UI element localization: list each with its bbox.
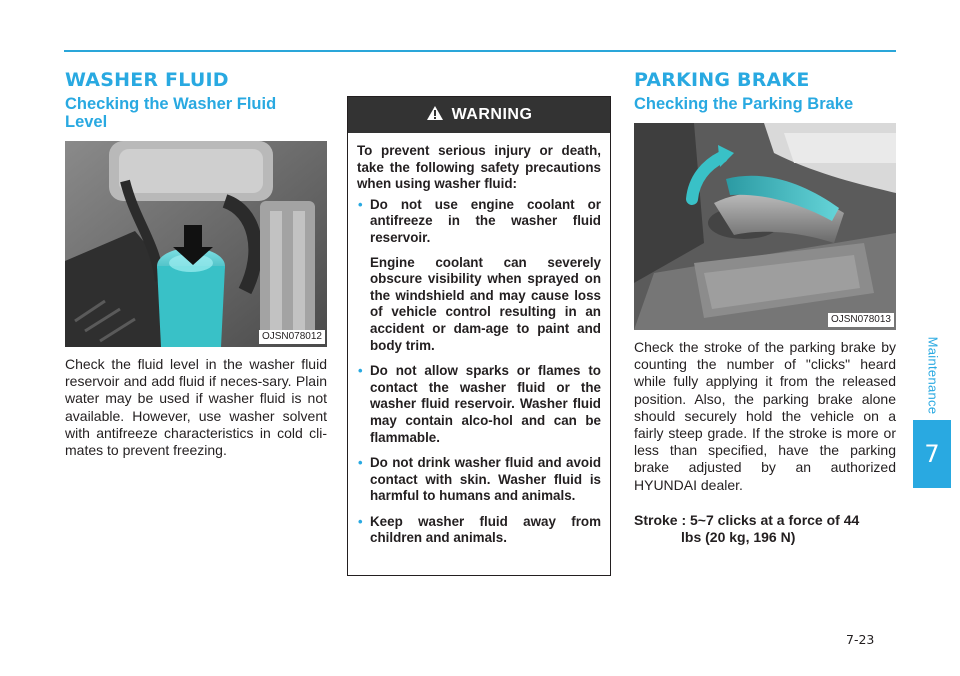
- stroke-spec: [634, 512, 896, 546]
- warning-item-text: Do not use engine coolant or antifreeze in the washer fluid reservoir.: [370, 196, 601, 245]
- warning-item: [357, 363, 601, 446]
- warning-item-text: Do not drink washer fluid and avoid contact with skin. Washer fluid is harmful to humans and animals.: [370, 455, 601, 504]
- chapter-tab: 7: [913, 420, 951, 488]
- subsection-title-parking-brake: Checking the Parking Brake: [634, 95, 854, 113]
- bullet-icon: •: [358, 196, 363, 212]
- photo-code: OJSN078013: [828, 313, 894, 327]
- page-number: 7-23: [846, 632, 875, 647]
- warning-item: [357, 455, 601, 505]
- warning-triangle-icon: [426, 105, 444, 126]
- warning-intro: To prevent serious injury or death, take the following safety precautions when using washer fluid:: [357, 143, 601, 192]
- section-title-washer-fluid: WASHER FLUID: [65, 69, 229, 91]
- warning-item-text: Do not allow sparks or flames to contact the washer fluid or the washer fluid reservoir. Washer fluid may contain alco-hol and can be flammable.: [370, 363, 601, 445]
- chapter-label: [918, 336, 948, 414]
- parking-brake-illustration: [634, 123, 896, 330]
- warning-item-text: Keep washer fluid away from children and animals.: [370, 513, 601, 546]
- stroke-spec-line2: lbs (20 kg, 196 N): [681, 529, 796, 545]
- washer-reservoir-illustration: [65, 141, 327, 347]
- warning-item: [357, 514, 601, 547]
- photo-code: OJSN078012: [259, 330, 325, 344]
- warning-title: WARNING: [451, 106, 533, 123]
- warning-header: [348, 97, 610, 133]
- warning-item-extra: Engine coolant can severely obscure visibility when sprayed on the windshield and may cause loss of vehicle control resulting in an accident or dam-age to paint and body trim.: [370, 254, 601, 353]
- chapter-label-text: Maintenance: [925, 336, 941, 414]
- stroke-spec-line1: Stroke : 5~7 clicks at a force of 44: [634, 512, 860, 528]
- warning-box: [347, 96, 611, 576]
- parking-brake-photo: [634, 123, 896, 330]
- top-rule: [64, 50, 896, 52]
- washer-fluid-body-text: Check the fluid level in the washer fluid reservoir and add fluid if neces-sary. Plain water may be used if washer fluid is not available. However, use washer solvent with antifreeze characteristics in cold cli-mates to prevent freezing.: [65, 356, 327, 459]
- subsection-title-washer-fluid: Checking the Washer Fluid Level: [65, 95, 277, 131]
- washer-reservoir-photo: [65, 141, 327, 347]
- bullet-icon: •: [358, 455, 363, 471]
- section-title-parking-brake: PARKING BRAKE: [634, 69, 810, 91]
- bullet-icon: •: [358, 363, 363, 379]
- warning-item: [357, 197, 601, 354]
- warning-list: [357, 197, 601, 547]
- bullet-icon: •: [358, 513, 363, 529]
- parking-brake-body-text: Check the stroke of the parking brake by counting the number of "clicks" heard while fully applying it from the released position. Also, the parking brake alone should securely hold the vehicle on a fairly steep grade. If the stroke is more or less than specified, have the parking brake adjusted by an authorized HYUNDAI dealer.: [634, 339, 896, 493]
